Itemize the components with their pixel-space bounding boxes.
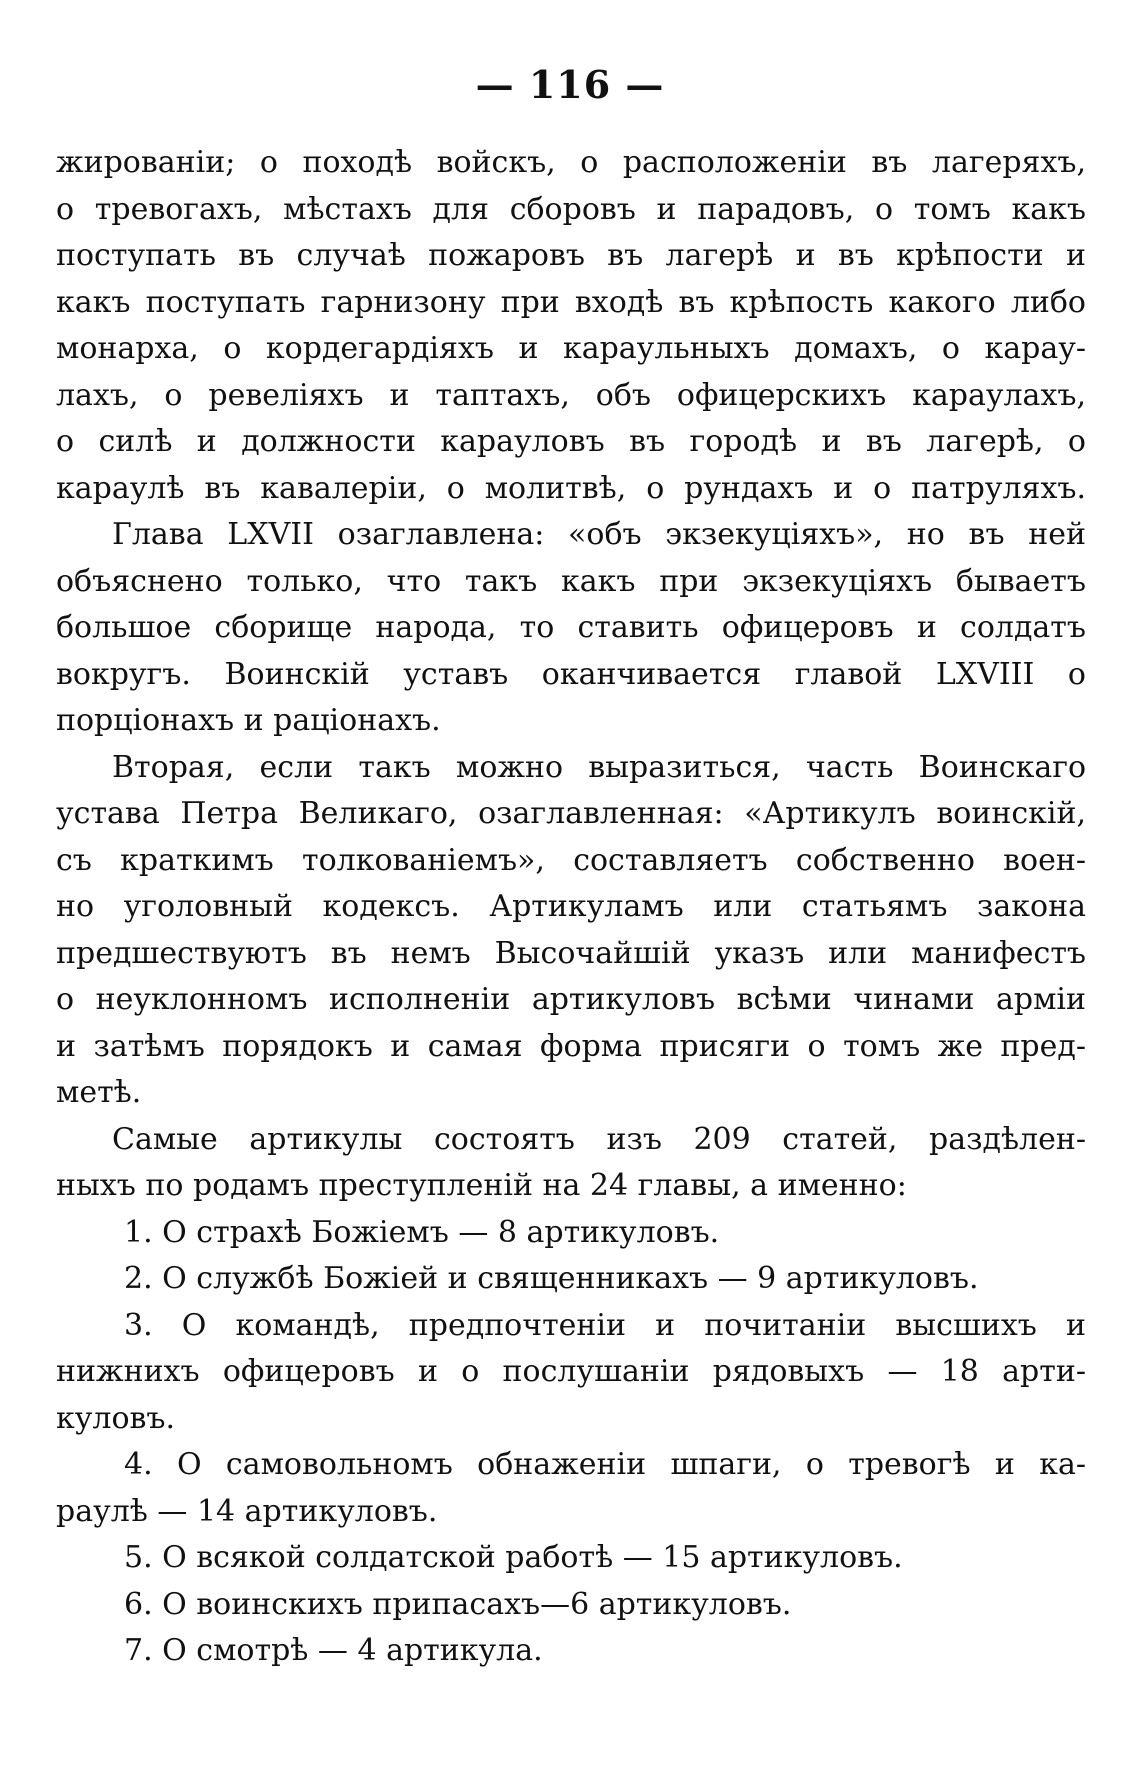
text-line: лахъ, о ревеліяхъ и таптахъ, объ офицерскихъ караулахъ, <box>56 377 1086 413</box>
text-line: 6. О воинскихъ припасахъ—6 артикуловъ. <box>124 1586 792 1622</box>
text-line: 5. О всякой солдатской работѣ — 15 артикуловъ. <box>124 1540 903 1575</box>
text-line: и затѣмъ порядокъ и самая форма присяги о томъ же пред- <box>56 1028 1086 1064</box>
text-line: съ краткимъ толкованіемъ», составляетъ собственно воен- <box>56 842 1086 878</box>
text-line: куловъ. <box>56 1400 176 1436</box>
text-line: метѣ. <box>56 1075 142 1110</box>
text-line: 7. О смотрѣ — 4 артикула. <box>124 1633 543 1668</box>
text-line: караулѣ въ кавалеріи, о молитвѣ, о рундахъ и о патруляхъ. <box>56 470 1086 506</box>
text-line: о силѣ и должности карауловъ въ городѣ и въ лагерѣ, о <box>56 424 1086 459</box>
text-line: объяснено только, что такъ какъ при экзекуціяхъ бываетъ <box>56 563 1086 599</box>
text-line: поступать въ случаѣ пожаровъ въ лагерѣ и въ крѣпости и <box>56 238 1086 273</box>
text-line: устава Петра Великаго, озаглавленная: «Артикулъ воинскій, <box>56 796 1086 831</box>
text-line: Самые артикулы состоятъ изъ 209 статей, раздѣлен- <box>112 1121 1086 1157</box>
text-line: о неуклонномъ исполненіи артикуловъ всѣми чинами арміи <box>56 982 1086 1017</box>
text-line: Вторая, если такъ можно выразиться, часть Воинскаго <box>112 749 1086 785</box>
text-line: ныхъ по родамъ преступленій на 24 главы, а именно: <box>56 1168 907 1203</box>
text-line: предшествуютъ въ немъ Высочайшій указъ или манифестъ <box>56 935 1086 971</box>
text-line: 3. О командѣ, предпочтеніи и почитаніи высшихъ и <box>124 1307 1086 1343</box>
text-line: жированіи; о походѣ войскъ, о расположеніи въ лагеряхъ, <box>56 145 1086 180</box>
text-line: вокругъ. Воинскій уставъ оканчивается главой LXVIII о <box>56 656 1086 692</box>
text-line: раулѣ — 14 артикуловъ. <box>56 1493 438 1529</box>
text-line: какъ поступать гарнизону при входѣ въ крѣпость какого либо <box>56 284 1086 320</box>
text-line: монарха, о кордегардіяхъ и караульныхъ домахъ, о карау- <box>56 331 1086 366</box>
text-line: 4. О самовольномъ обнаженіи шпаги, о тревогѣ и ка- <box>124 1447 1086 1482</box>
text-line: 1. О страхѣ Божіемъ — 8 артикуловъ. <box>124 1214 720 1250</box>
text-line: о тревогахъ, мѣстахъ для сборовъ и парадовъ, о томъ какъ <box>56 191 1086 227</box>
text-line: Глава LXVII озаглавлена: «объ экзекуціяхъ», но въ ней <box>112 517 1086 552</box>
text-line: большое сборище народа, то ставить офицеровъ и солдатъ <box>56 610 1086 645</box>
text-line: нижнихъ офицеровъ и о послушаніи рядовыхъ — 18 арти- <box>56 1354 1086 1389</box>
text-line: но уголовный кодексъ. Артикуламъ или статьямъ закона <box>56 889 1086 924</box>
text-line: порціонахъ и раціонахъ. <box>56 703 441 738</box>
page-text <box>56 140 1086 1675</box>
text-line: 2. О службѣ Божіей и священникахъ — 9 артикуловъ. <box>124 1261 979 1296</box>
page-number: — 116 — <box>475 62 665 107</box>
